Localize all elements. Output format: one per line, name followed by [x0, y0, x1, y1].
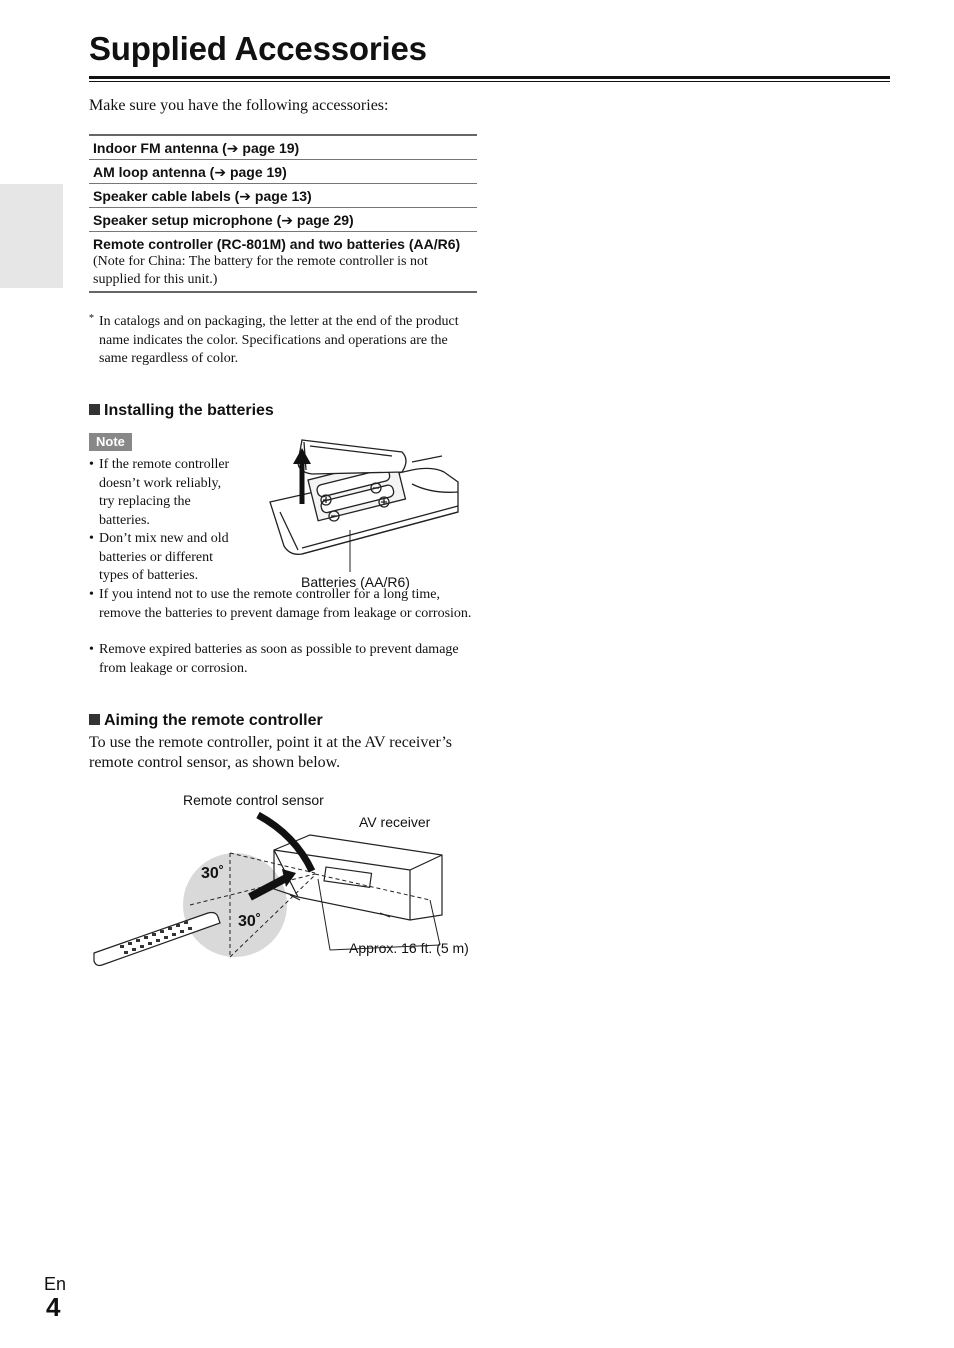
battery-illustration	[262, 432, 462, 582]
title-rule-thin	[89, 81, 890, 82]
accessory-item: Speaker setup microphone (➔ page 29)	[93, 212, 354, 228]
section-side-tab	[0, 184, 63, 288]
heading-square-icon	[89, 714, 100, 725]
accessory-row	[89, 136, 477, 160]
page-number: 4	[46, 1292, 61, 1322]
note-bullet: • If you intend not to use the remote controller for a long time, remove the batteries to prevent damage from leakage or corrosion.	[89, 587, 472, 621]
intro-text: Make sure you have the following accessories:	[89, 97, 389, 114]
accessory-item: AM loop antenna (➔ page 19)	[93, 164, 287, 180]
footnote-mark: *	[89, 313, 94, 324]
accessory-row	[89, 232, 477, 291]
angle-bottom-label: 30˚	[238, 913, 262, 930]
page-language: En	[44, 1274, 67, 1294]
accessory-item: Remote controller (RC-801M) and two batteries (AA/R6)	[93, 236, 461, 252]
distance-label: Approx. 16 ft. (5 m)	[349, 940, 469, 956]
heading-square-icon	[89, 404, 100, 415]
aiming-remote-heading: Aiming the remote controller	[89, 712, 323, 730]
accessory-row	[89, 160, 477, 184]
accessory-note: (Note for China: The battery for the remote controller is not supplied for this unit.)	[93, 254, 428, 287]
footnote	[89, 313, 479, 369]
note-bullet: • If the remote controller doesn’t work reliably, try replacing the batteries.	[89, 457, 230, 528]
page-title: Supplied Accessories	[89, 30, 427, 67]
accessories-table	[89, 134, 477, 293]
note-badge: Note	[89, 433, 132, 451]
angle-top-label: 30˚	[201, 865, 225, 882]
footnote-text: In catalogs and on packaging, the letter at the end of the product name indicates the color. Specifications and operations are the same regardless of color.	[99, 314, 459, 366]
receiver-label: AV receiver	[359, 814, 431, 830]
aiming-illustration	[90, 805, 455, 975]
accessory-row	[89, 184, 477, 208]
title-rule-thick	[89, 76, 890, 79]
note-bullet: • Remove expired batteries as soon as possible to prevent damage from leakage or corrosion.	[89, 642, 459, 676]
note-bullet: • Don’t mix new and old batteries or different types of batteries.	[89, 531, 229, 583]
aiming-text: To use the remote controller, point it at the AV receiver’s remote control sensor, as shown below.	[89, 734, 453, 771]
batteries-label: Batteries (AA/R6)	[301, 574, 410, 590]
sensor-label: Remote control sensor	[183, 792, 324, 808]
accessory-item: Indoor FM antenna (➔ page 19)	[93, 140, 300, 156]
accessory-item: Speaker cable labels (➔ page 13)	[93, 188, 312, 204]
accessory-row	[89, 208, 477, 232]
installing-batteries-heading: Installing the batteries	[89, 402, 274, 420]
